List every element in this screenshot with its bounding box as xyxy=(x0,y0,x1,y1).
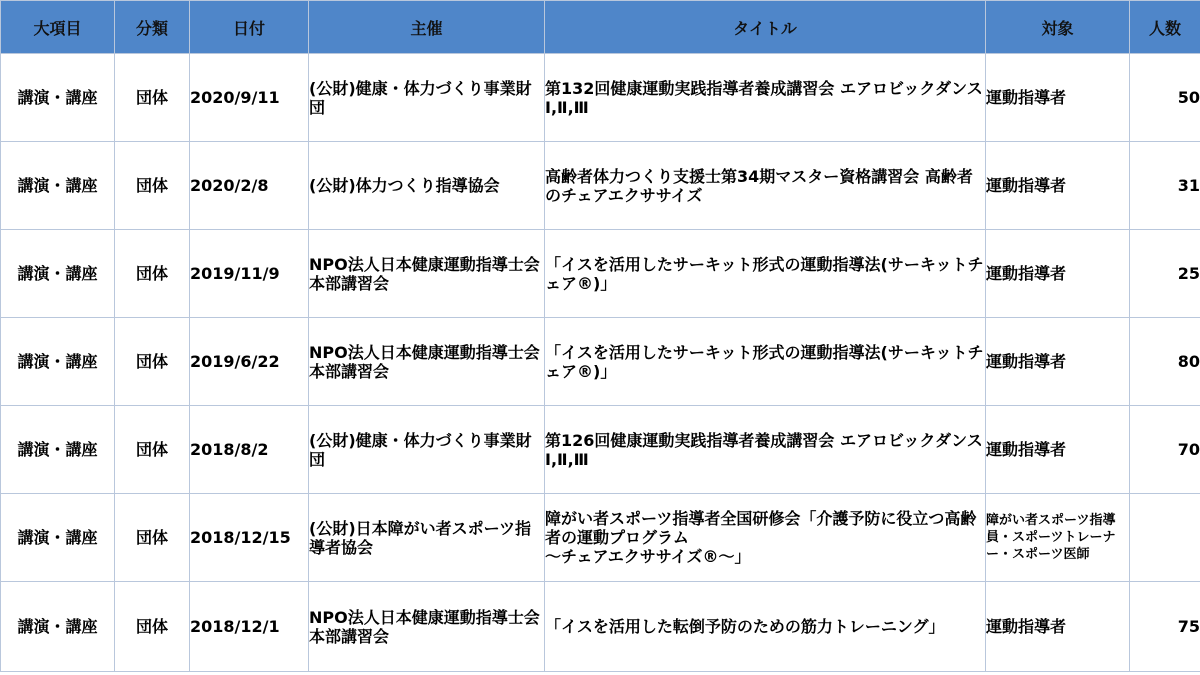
cell-organizer: (公財)健康・体力づくり事業財団 xyxy=(309,54,545,142)
cell-date: 2020/9/11 xyxy=(190,54,309,142)
cell-count: 31 xyxy=(1130,142,1200,230)
cell-target: 運動指導者 xyxy=(986,318,1130,406)
table-header xyxy=(1,1,1200,54)
cell-title: 高齢者体力つくり支援士第34期マスター資格講習会 高齢者のチェアエクササイズ xyxy=(545,142,986,230)
cell-type: 団体 xyxy=(115,406,190,494)
cell-category: 講演・講座 xyxy=(1,582,115,672)
cell-type: 団体 xyxy=(115,54,190,142)
table-row xyxy=(1,318,1200,406)
table-row xyxy=(1,230,1200,318)
cell-category: 講演・講座 xyxy=(1,142,115,230)
cell-type: 団体 xyxy=(115,582,190,672)
cell-title: 障がい者スポーツ指導者全国研修会「介護予防に役立つ高齢者の運動プログラム ～チェアエクササイズ®～」 xyxy=(545,494,986,582)
table-row xyxy=(1,406,1200,494)
cell-target: 障がい者スポーツ指導員・スポーツトレーナー・スポーツ医師 xyxy=(986,494,1130,582)
cell-organizer: (公財)体力つくり指導協会 xyxy=(309,142,545,230)
cell-title: 「イスを活用したサーキット形式の運動指導法(サーキットチェア®)」 xyxy=(545,230,986,318)
cell-type: 団体 xyxy=(115,230,190,318)
header-organizer: 主催 xyxy=(309,1,545,54)
cell-date: 2018/12/15 xyxy=(190,494,309,582)
cell-category: 講演・講座 xyxy=(1,406,115,494)
table-body xyxy=(1,54,1200,672)
cell-target: 運動指導者 xyxy=(986,406,1130,494)
cell-date: 2020/2/8 xyxy=(190,142,309,230)
cell-organizer: (公財)健康・体力づくり事業財団 xyxy=(309,406,545,494)
cell-count xyxy=(1130,494,1200,582)
cell-title: 「イスを活用したサーキット形式の運動指導法(サーキットチェア®)」 xyxy=(545,318,986,406)
cell-category: 講演・講座 xyxy=(1,54,115,142)
cell-target: 運動指導者 xyxy=(986,54,1130,142)
cell-date: 2019/11/9 xyxy=(190,230,309,318)
cell-count: 75 xyxy=(1130,582,1200,672)
cell-category: 講演・講座 xyxy=(1,494,115,582)
cell-date: 2018/8/2 xyxy=(190,406,309,494)
header-title: タイトル xyxy=(545,1,986,54)
cell-count: 25 xyxy=(1130,230,1200,318)
header-row xyxy=(1,1,1200,54)
cell-type: 団体 xyxy=(115,142,190,230)
cell-date: 2018/12/1 xyxy=(190,582,309,672)
cell-type: 団体 xyxy=(115,494,190,582)
header-date: 日付 xyxy=(190,1,309,54)
table-row xyxy=(1,582,1200,672)
cell-title: 第132回健康運動実践指導者養成講習会 エアロビックダンスⅠ,Ⅱ,Ⅲ xyxy=(545,54,986,142)
cell-type: 団体 xyxy=(115,318,190,406)
cell-count: 80 xyxy=(1130,318,1200,406)
cell-organizer: NPO法人日本健康運動指導士会本部講習会 xyxy=(309,318,545,406)
table-row xyxy=(1,494,1200,582)
cell-target: 運動指導者 xyxy=(986,582,1130,672)
cell-title: 第126回健康運動実践指導者養成講習会 エアロビックダンスⅠ,Ⅱ,Ⅲ xyxy=(545,406,986,494)
cell-target: 運動指導者 xyxy=(986,230,1130,318)
cell-organizer: (公財)日本障がい者スポーツ指導者協会 xyxy=(309,494,545,582)
header-count: 人数 xyxy=(1130,1,1200,54)
cell-count: 50 xyxy=(1130,54,1200,142)
cell-target: 運動指導者 xyxy=(986,142,1130,230)
header-category: 大項目 xyxy=(1,1,115,54)
table-row xyxy=(1,142,1200,230)
cell-date: 2019/6/22 xyxy=(190,318,309,406)
cell-title: 「イスを活用した転倒予防のための筋力トレーニング」 xyxy=(545,582,986,672)
cell-organizer: NPO法人日本健康運動指導士会本部講習会 xyxy=(309,582,545,672)
cell-category: 講演・講座 xyxy=(1,318,115,406)
table-row xyxy=(1,54,1200,142)
cell-count: 70 xyxy=(1130,406,1200,494)
header-type: 分類 xyxy=(115,1,190,54)
cell-category: 講演・講座 xyxy=(1,230,115,318)
cell-organizer: NPO法人日本健康運動指導士会本部講習会 xyxy=(309,230,545,318)
header-target: 対象 xyxy=(986,1,1130,54)
